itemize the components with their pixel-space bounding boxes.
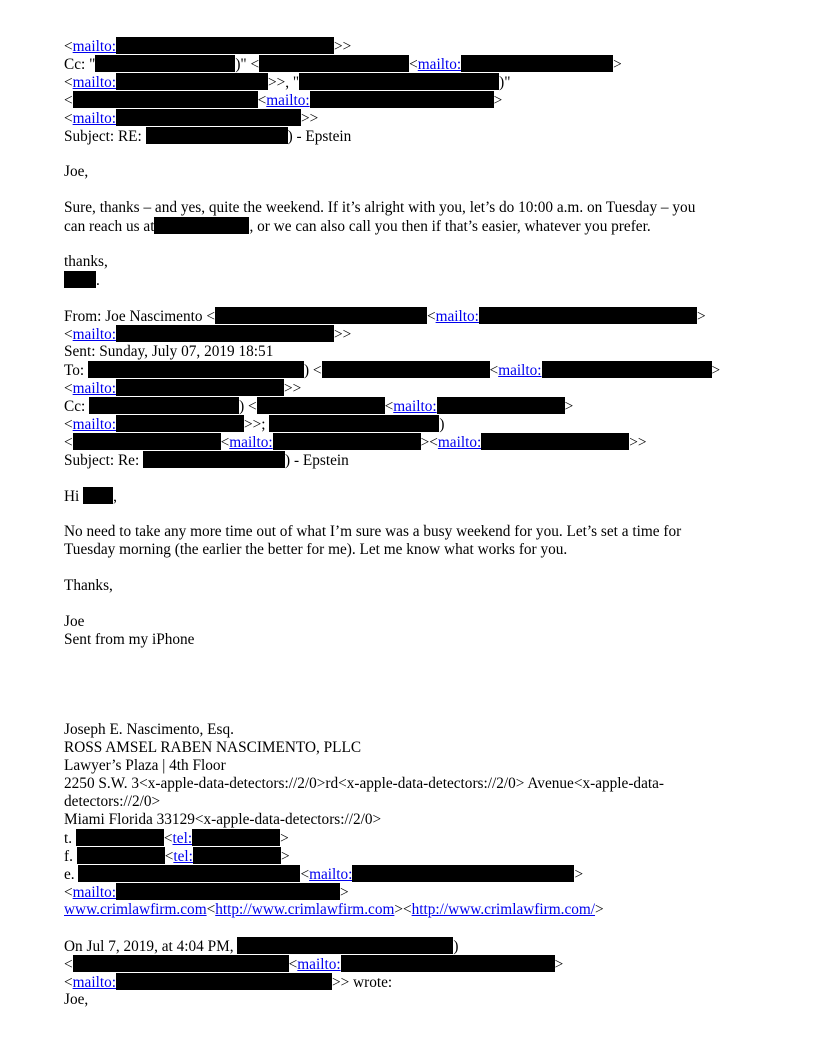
mailto-link[interactable]: mailto: — [435, 308, 479, 325]
mailto-link[interactable]: mailto: — [72, 38, 116, 55]
redaction-box — [116, 109, 301, 126]
header2-cc-line-3: < <mailto: ><mailto: >> — [64, 434, 647, 451]
mailto-link[interactable]: mailto: — [498, 362, 542, 379]
redaction-box — [89, 397, 239, 414]
mailto-link[interactable]: mailto: — [393, 398, 437, 415]
redaction-box — [259, 55, 409, 72]
redaction-box — [116, 73, 268, 90]
redaction-box — [237, 937, 453, 954]
mailto-link[interactable]: mailto: — [309, 866, 353, 883]
redaction-box — [116, 415, 244, 432]
mailto-link[interactable]: mailto: — [72, 326, 116, 343]
header2-subject-line: Subject: Re: ) - Epstein — [64, 452, 349, 469]
joe-paragraph-line-1: No need to take any more time out of what I’m sure was a busy weekend for you. Let’s set a time for — [64, 523, 682, 540]
redaction-box — [116, 325, 334, 342]
quoted-wrote-line: <mailto: >> wrote: — [64, 974, 393, 991]
quoted-on-line: On Jul 7, 2019, at 4:04 PM, ) — [64, 938, 459, 955]
header2-cc-line-2: <mailto: >>; ) — [64, 416, 445, 433]
redaction-box — [215, 307, 427, 324]
signature-web: www.crimlawfirm.com<http://www.crimlawfirm.com><http://www.crimlawfirm.com/> — [64, 901, 604, 918]
header1-cc-line-4: <mailto: >> — [64, 110, 319, 127]
website-link[interactable]: http://www.crimlawfirm.com — [215, 901, 395, 918]
redaction-box — [542, 361, 712, 378]
redaction-box — [116, 37, 334, 54]
header1-cc-line-2: <mailto: >>, " )" — [64, 74, 511, 91]
header1-subject-line: Subject: RE: ) - Epstein — [64, 128, 352, 145]
mailto-link[interactable]: mailto: — [72, 884, 116, 901]
website-link[interactable]: www.crimlawfirm.com — [64, 901, 207, 918]
redaction-box — [116, 883, 340, 900]
redaction-box — [73, 433, 221, 450]
signature-address-line-2: detectors://2/0> — [64, 793, 161, 810]
redaction-box — [78, 865, 300, 882]
redaction-box — [352, 865, 574, 882]
mailto-link[interactable]: mailto: — [72, 380, 116, 397]
signature-email-line-2: <mailto: > — [64, 884, 349, 901]
redaction-box — [479, 307, 697, 324]
joe-sent-from: Sent from my iPhone — [64, 631, 195, 648]
website-link[interactable]: http://www.crimlawfirm.com/ — [411, 901, 596, 918]
redaction-box — [310, 91, 494, 108]
redaction-box — [73, 91, 258, 108]
signature-phone: t. <tel: > — [64, 830, 289, 847]
signature-address-line-1: 2250 S.W. 3<x-apple-data-detectors://2/0>rd<x-apple-data-detectors://2/0> Avenue<x-apple-data- — [64, 775, 664, 792]
redaction-box — [77, 847, 165, 864]
header2-cc-line: Cc: ) < <mailto: > — [64, 398, 574, 415]
redaction-box — [154, 217, 249, 234]
header1-cc-line-3: < <mailto: > — [64, 92, 503, 109]
redaction-box — [146, 127, 288, 144]
joe-thanks: Thanks, — [64, 577, 113, 594]
redaction-box — [143, 451, 285, 468]
redaction-box — [269, 415, 439, 432]
reply-paragraph-line-1: Sure, thanks – and yes, quite the weekend. If it’s alright with you, let’s do 10:00 a.m. on Tuesday – you — [64, 199, 696, 216]
reply-paragraph-line-2: can reach us at , or we can also call you then if that’s easier, whatever you prefer. — [64, 218, 651, 235]
tel-link[interactable]: tel: — [173, 848, 193, 865]
redaction-box — [83, 487, 113, 504]
signature-building: Lawyer’s Plaza | 4th Floor — [64, 757, 226, 774]
redaction-box — [88, 361, 304, 378]
mailto-link[interactable]: mailto: — [72, 974, 116, 991]
redaction-box — [192, 829, 280, 846]
header2-to-line-2: <mailto: >> — [64, 380, 302, 397]
signature-name: Joseph E. Nascimento, Esq. — [64, 721, 234, 738]
signature-firm: ROSS AMSEL RABEN NASCIMENTO, PLLC — [64, 739, 362, 756]
header2-mailto-line: <mailto: >> — [64, 326, 352, 343]
redaction-box — [257, 397, 385, 414]
mailto-link[interactable]: mailto: — [437, 434, 482, 451]
signature-fax: f. <tel: > — [64, 848, 290, 865]
redaction-box — [76, 829, 164, 846]
redaction-box — [95, 55, 235, 72]
signature-email: e. <mailto: > — [64, 866, 584, 883]
mailto-link[interactable]: mailto: — [72, 110, 116, 127]
redaction-box — [193, 847, 281, 864]
joe-name: Joe — [64, 613, 85, 630]
quoted-greeting: Joe, — [64, 991, 89, 1008]
header2-sent-line: Sent: Sunday, July 07, 2019 18:51 — [64, 343, 274, 360]
header2-to-line: To: ) < <mailto: > — [64, 362, 721, 379]
redaction-box — [116, 973, 332, 990]
redaction-box — [116, 379, 284, 396]
header1-cc-line: Cc: " )" < <mailto: > — [64, 56, 622, 73]
mailto-link[interactable]: mailto: — [297, 956, 341, 973]
reply-greeting: Joe, — [64, 163, 89, 180]
mailto-link[interactable]: mailto: — [229, 434, 273, 451]
redaction-box — [273, 433, 421, 450]
redaction-box — [481, 433, 629, 450]
redaction-box — [437, 397, 565, 414]
redaction-box — [341, 955, 555, 972]
mailto-link[interactable]: mailto: — [72, 74, 116, 91]
redaction-box — [461, 55, 613, 72]
quoted-from-line: < <mailto: > — [64, 956, 564, 973]
redaction-box — [322, 361, 490, 378]
joe-paragraph-line-2: Tuesday morning (the earlier the better for me). Let me know what works for you. — [64, 541, 568, 558]
reply-closing: thanks, — [64, 253, 108, 270]
header1-mailto-line: <mailto: >> — [64, 38, 352, 55]
redaction-box — [299, 73, 499, 90]
tel-link[interactable]: tel: — [172, 830, 193, 847]
reply-signature: . — [64, 271, 100, 289]
mailto-link[interactable]: mailto: — [266, 92, 310, 109]
redaction-box — [64, 271, 96, 288]
joe-greeting: Hi , — [64, 488, 117, 505]
mailto-link[interactable]: mailto: — [417, 56, 462, 73]
header2-from-line: From: Joe Nascimento < <mailto: > — [64, 308, 706, 325]
signature-city: Miami Florida 33129<x-apple-data-detectors://2/0> — [64, 811, 382, 828]
redaction-box — [73, 955, 289, 972]
mailto-link[interactable]: mailto: — [72, 416, 116, 433]
